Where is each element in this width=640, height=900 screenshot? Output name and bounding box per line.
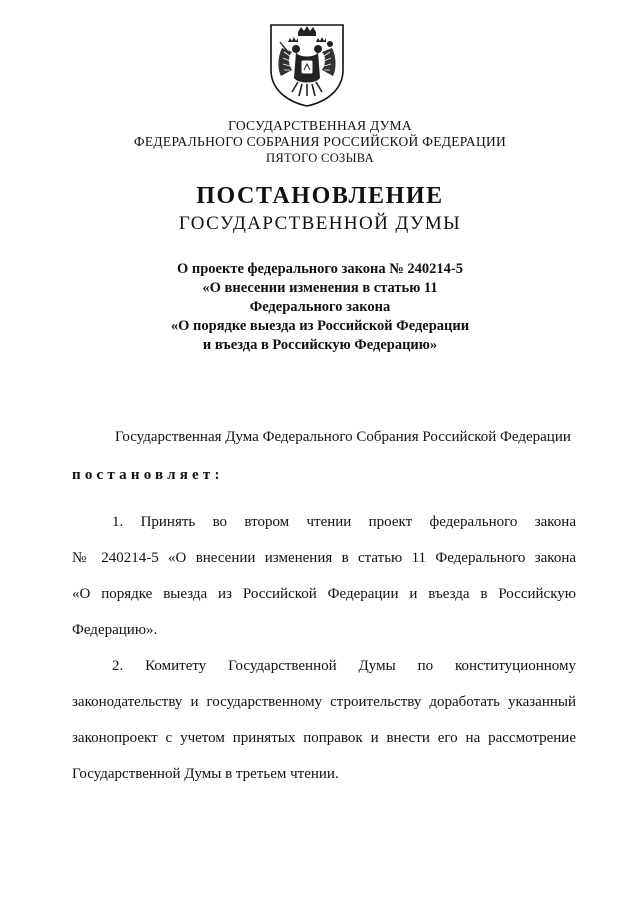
paragraph-line: Федерацию». xyxy=(72,622,158,638)
subject-line: «О внесении изменения в статью 11 xyxy=(202,280,438,296)
subject-line: «О порядке выезда из Российской Федерации xyxy=(170,318,470,334)
subject-line: Федерального закона xyxy=(249,299,391,315)
header-line-assembly: ФЕДЕРАЛЬНОГО СОБРАНИЯ РОССИЙСКОЙ ФЕДЕРАЦИИ xyxy=(133,134,507,149)
subject-line: О проекте федерального закона № 240214-5 xyxy=(176,261,464,277)
paragraph-line: «О порядке выезда из Российской Федерации и въезда в Российскую xyxy=(72,586,576,602)
paragraph-1 xyxy=(72,504,576,648)
subject-line: и въезда в Российскую Федерацию» xyxy=(202,337,438,353)
document-subtitle: ГОСУДАРСТВЕННОЙ ДУМЫ xyxy=(178,213,462,234)
coat-of-arms-icon xyxy=(268,22,346,108)
document-title: ПОСТАНОВЛЕНИЕ xyxy=(196,183,444,209)
header-line-convocation: ПЯТОГО СОЗЫВА xyxy=(266,151,374,165)
paragraph-line: законопроект с учетом принятых поправок и внести его на рассмотрение xyxy=(72,730,576,746)
paragraph-line: 1. Принять во втором чтении проект федерального закона xyxy=(112,514,576,530)
paragraph-2 xyxy=(72,648,576,792)
document-subject xyxy=(130,260,510,355)
paragraph-line: 2. Комитету Государственной Думы по конституционному xyxy=(112,658,576,674)
header-line-duma: ГОСУДАРСТВЕННАЯ ДУМА xyxy=(228,118,412,133)
paragraph-line: № 240214-5 «О внесении изменения в статью 11 Федерального закона xyxy=(72,550,576,566)
preamble-text: Государственная Дума Федерального Собрания Российской Федерации xyxy=(115,429,571,445)
paragraph-line: законодательству и государственному строительству доработать указанный xyxy=(72,694,576,710)
paragraph-line: Государственной Думы в третьем чтении. xyxy=(72,766,339,782)
issuing-body-header xyxy=(0,118,640,166)
resolves-text: постановляет: xyxy=(72,467,224,483)
